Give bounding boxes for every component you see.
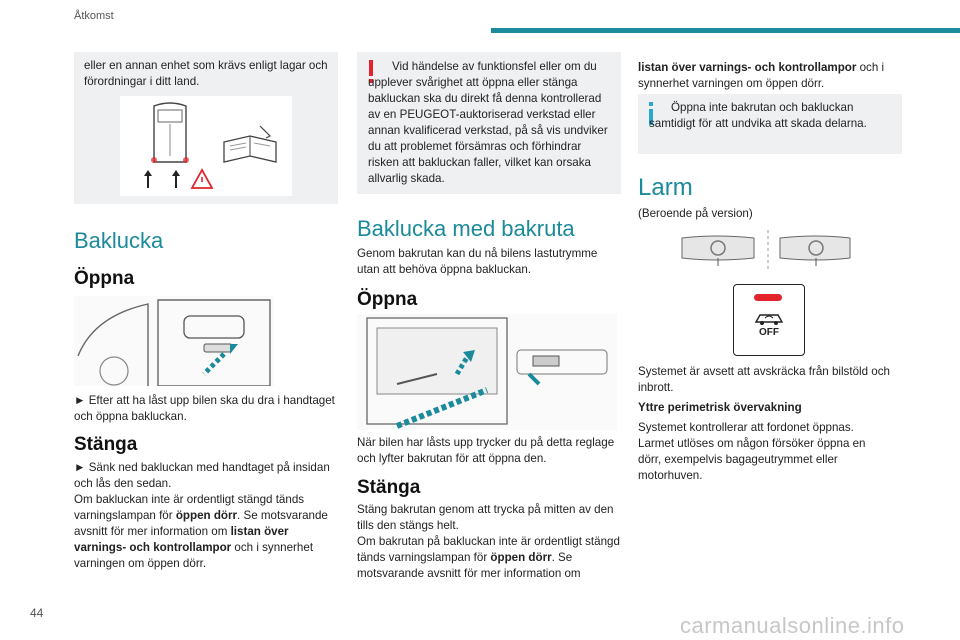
close-text-1 [74,460,338,572]
note-text: eller en annan enhet som krävs enligt lagar och förordningar i ditt land. [84,59,328,88]
version-note: (Beroende på version) [638,207,753,220]
alarm-indicator-led [754,294,782,301]
illustration-rear-window [357,314,617,430]
close-warning-text-2: Om bakrutan på bakluckan inte är ordentligt stängd tänds varningslampan för öppen dörr. Se motsvarande avsnitt för mer information om [357,535,620,580]
open-heading-2: Öppna [357,289,418,310]
baklucka-med-bakruta-heading: Baklucka med bakruta [357,216,575,241]
close-step-2: Stäng bakrutan genom att trycka på mitten av den tills den stängs helt. [357,503,614,532]
note-panel [74,52,338,204]
info-text: Öppna inte bakrutan och bakluckan samtidigt för att undvika att skada delarna. [649,101,867,130]
baklucka-heading: Baklucka [74,228,164,253]
open-text-2: När bilen har låsts upp trycker du på detta reglage och lyfter bakrutan för att öppna den. [357,436,615,465]
header-accent-bar [491,28,960,33]
car-alarm-icon [752,310,786,326]
close-text-2 [357,502,621,582]
illustration-rearview-mirrors [676,228,856,272]
warning-text: Vid händelse av funktionsfel eller om du upplever svårighet att öppna eller stänga bakluckan ska du direkt få denna kontrollerad av en PEUGEOT-auktoriserad verkstad eller annan kvalificerad verkstad, på så vis undviker du att problemet försämras och förhindrar risken att bakluckan faller, vilket kan orsaka allvarlig skada. [368,60,608,185]
close-warning-text-1: Om bakluckan inte är ordentligt stängd tänds varningslampan för öppen dörr. Se motsvarande avsnitt för mer information om listan över varnings- och kontrollampor och i synnerhet varningen om öppen dörr. [74,493,328,570]
bakruta-intro: Genom bakrutan kan du nå bilens lastutrymme utan att behöva öppna bakluckan. [357,247,598,276]
info-panel [638,94,902,154]
larm-heading: Larm [638,174,693,201]
close-step-1: ► Sänk ned bakluckan med handtaget på insidan och lås den sedan. [74,461,330,490]
perimeter-heading: Yttre perimetrisk övervakning [638,401,802,414]
system-text: Systemet är avsett att avskräcka från bilstöld och inbrott. [638,365,890,394]
open-heading-1: Öppna [74,268,135,289]
watermark: carmanualsonline.info [680,613,905,638]
continued-text: listan över varnings- och kontrollampor och i synnerhet varningen om öppen dörr. [638,61,885,90]
warning-panel [357,52,621,194]
illustration-van-manual [120,96,292,196]
off-label: OFF [759,327,779,338]
illustration-tailgate-handle [74,296,274,386]
open-text-1: ► Efter att ha låst upp bilen ska du dra i handtaget och öppna bakluckan. [74,394,335,423]
alarm-off-button[interactable] [733,284,805,356]
section-title: Åtkomst [74,10,114,22]
close-heading-1: Stänga [74,434,138,455]
perimeter-text: Systemet kontrollerar att fordonet öppnas. Larmet utlöses om någon försöker öppna en dörr, exempelvis bagageutrymmet eller motorhuven. [638,421,866,482]
page-number: 44 [30,606,44,620]
close-heading-2: Stänga [357,477,421,498]
